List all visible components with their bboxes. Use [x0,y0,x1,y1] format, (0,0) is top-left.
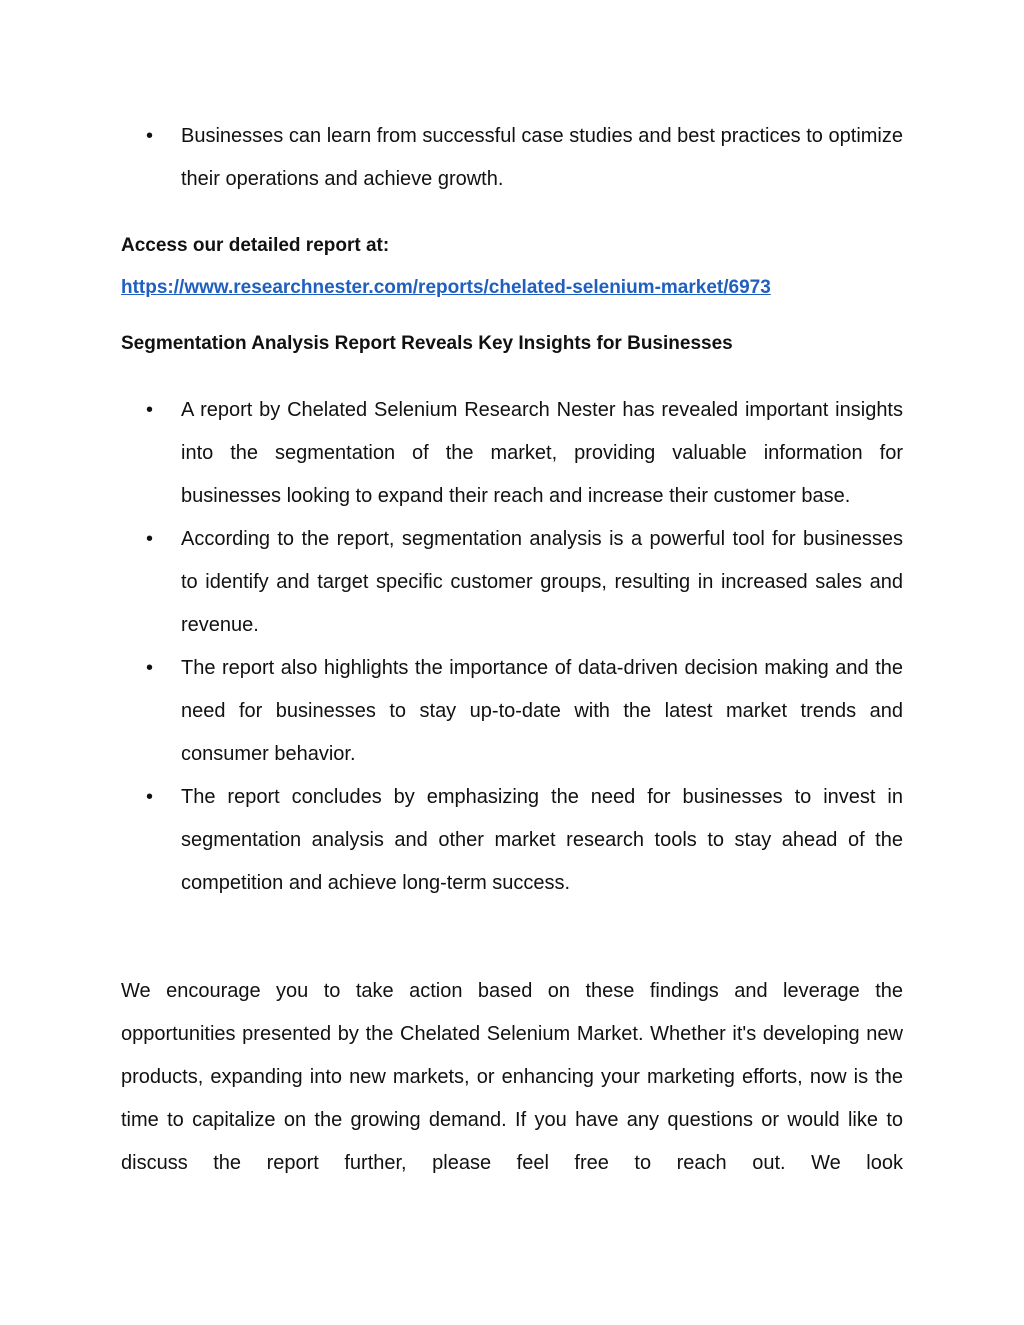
list-item [121,518,903,647]
segmentation-heading: Segmentation Analysis Report Reveals Key Insights for Businesses [121,333,733,354]
bullet-text: A report by Chelated Selenium Research Nester has revealed important insights into the segmentation of the market, providing valuable information for businesses looking to expand their reach and increase their customer base. [181,399,903,507]
list-item [121,647,903,776]
bullet-icon: • [146,399,154,421]
closing-paragraph: We encourage you to take action based on these findings and leverage the opportunities presented by the Chelated Selenium Market. Whether it's developing new products, expanding into new markets, or enhancing your marketing efforts, now is the time to capitalize on the growing demand. If you have any questions or would like to discuss the report further, please feel free to reach out. We look [121,980,903,1174]
bullet-text: The report concludes by emphasizing the need for businesses to invest in segmentation analysis and other market research tools to stay ahead of the competition and achieve long-term success. [181,786,903,894]
bullet-icon: • [146,786,154,808]
bullet-icon: • [146,125,154,147]
bullet-text: The report also highlights the importance of data-driven decision making and the need for businesses to stay up-to-date with the latest market trends and consumer behavior. [181,657,903,765]
list-item [121,389,903,518]
report-link[interactable]: https://www.researchnester.com/reports/chelated-selenium-market/6973 [121,277,771,298]
bullet-text: Businesses can learn from successful case studies and best practices to optimize their operations and achieve growth. [181,125,903,190]
top-bullet-list [121,115,903,201]
bullet-text: According to the report, segmentation analysis is a powerful tool for businesses to identify and target specific customer groups, resulting in increased sales and revenue. [181,528,903,636]
list-item [121,776,903,905]
access-report-heading: Access our detailed report at: [121,235,390,256]
bullet-icon: • [146,657,154,679]
bullet-icon: • [146,528,154,550]
list-item [121,115,903,201]
segmentation-bullet-list [121,389,903,905]
